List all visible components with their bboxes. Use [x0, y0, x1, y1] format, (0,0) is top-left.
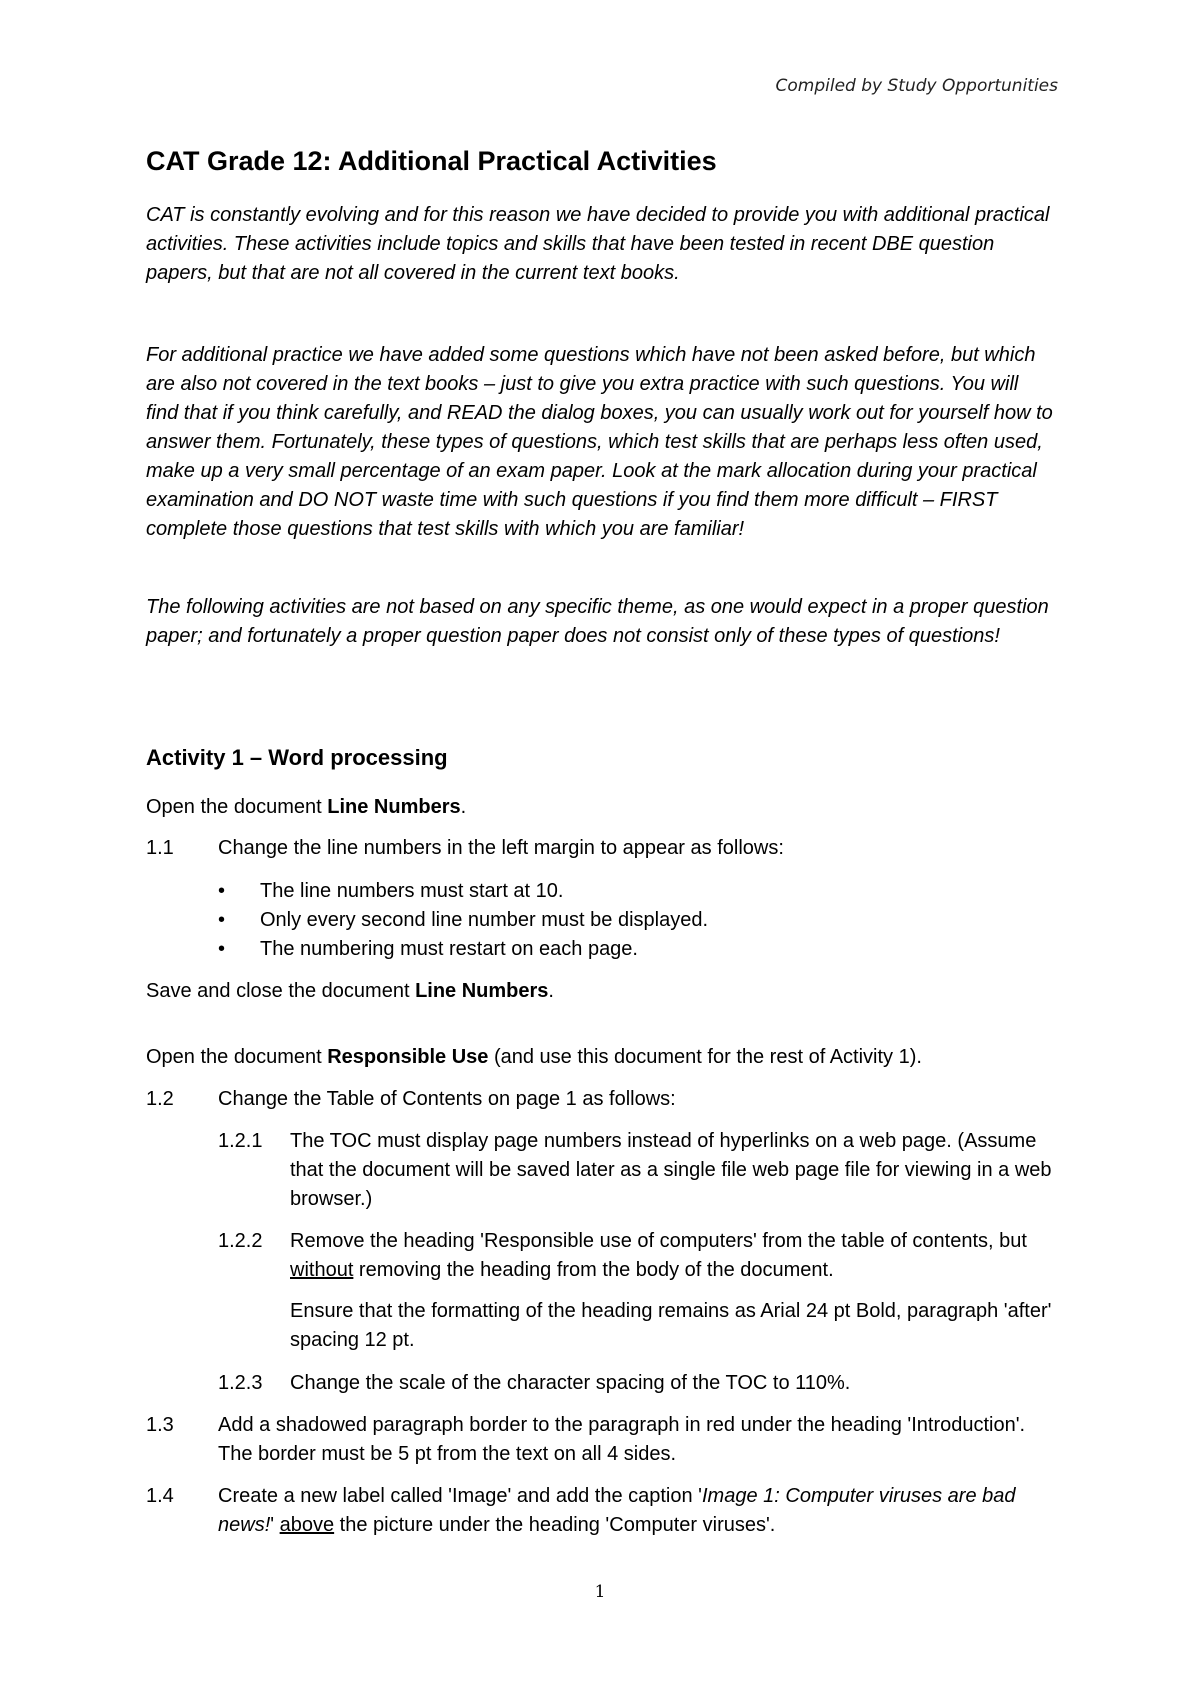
text-segment: the picture under the heading 'Computer viruses'.: [334, 1514, 776, 1536]
instruction-text: Save and close the document: [146, 980, 416, 1002]
subquestion-number: 1.2.1: [218, 1130, 263, 1152]
underlined-word: without: [290, 1259, 354, 1281]
intro-paragraph-2: For additional practice we have added some questions which have not been asked before, but which are also not covered in the text books – just to give you extra practice with such questions. You will find that if you think carefully, and READ the dialog boxes, you can usually work out for yourself how to answer them. Fortunately, these types of questions, which test skills that are perhaps less often used, make up a very small percentage of an exam paper. Look at the mark allocation during your practical examination and DO NOT waste time with such questions if you find them more difficult – FIRST complete those questions that test skills with which you are familiar!: [146, 344, 1053, 540]
text-segment: Remove the heading 'Responsible use of computers' from the table of contents, but: [290, 1230, 1027, 1252]
text-segment: removing the heading from the body of the document.: [353, 1259, 834, 1281]
subquestion-text: [290, 1227, 1060, 1285]
bullet-icon: •: [218, 880, 226, 902]
instruction-end: (and use this document for the rest of Activity 1).: [488, 1046, 922, 1068]
question-number: 1.4: [146, 1485, 174, 1507]
subquestion-number: 1.2.3: [218, 1372, 263, 1394]
text-segment: Create a new label called 'Image' and add the caption ': [218, 1485, 702, 1507]
formatting-note: Ensure that the formatting of the heading remains as Arial 24 pt Bold, paragraph 'after' spacing 12 pt.: [290, 1300, 1052, 1351]
subquestion-text: The TOC must display page numbers instead of hyperlinks on a web page. (Assume that the document will be saved later as a single file web page file for viewing in a web browser.): [290, 1130, 1052, 1210]
document-name: Responsible Use: [327, 1046, 489, 1068]
question-text: Add a shadowed paragraph border to the paragraph in red under the heading 'Introduction'. The border must be 5 pt from the text on all 4 sides.: [218, 1414, 1026, 1465]
open-line-numbers-instruction: [146, 793, 466, 822]
question-text: Change the Table of Contents on page 1 as follows:: [218, 1088, 676, 1110]
list-item-text: Only every second line number must be displayed.: [260, 909, 709, 931]
question-number: 1.2: [146, 1088, 174, 1110]
question-number: 1.1: [146, 837, 174, 859]
document-title: CAT Grade 12: Additional Practical Activities: [146, 146, 717, 176]
list-item: [218, 877, 708, 906]
text-segment: ': [270, 1514, 280, 1536]
question-text: Change the line numbers in the left margin to appear as follows:: [218, 837, 784, 859]
intro-paragraph-3: The following activities are not based on any specific theme, as one would expect in a proper question paper; and fortunately a proper question paper does not consist only of these types of questions!: [146, 596, 1049, 647]
instruction-end: .: [548, 980, 554, 1002]
subquestion-text: Change the scale of the character spacing of the TOC to 110%.: [290, 1372, 851, 1394]
question-number: 1.3: [146, 1414, 174, 1436]
question-text: [218, 1482, 1058, 1540]
page-header: Compiled by Study Opportunities: [775, 76, 1058, 96]
intro-paragraph-1: CAT is constantly evolving and for this reason we have decided to provide you with additional practical activities. These activities include topics and skills that have been tested in recent DBE question papers, but that are not all covered in the current text books.: [146, 204, 1050, 284]
bullet-list: [218, 877, 708, 964]
list-item: [218, 935, 708, 964]
subquestion-number: 1.2.2: [218, 1230, 263, 1252]
instruction-text: Open the document: [146, 1046, 328, 1068]
underlined-word: above: [279, 1514, 335, 1536]
activity-1-heading: Activity 1 – Word processing: [146, 745, 448, 770]
bullet-icon: •: [218, 909, 226, 931]
page-number: 1: [594, 1582, 606, 1602]
list-item-text: The numbering must restart on each page.: [260, 938, 638, 960]
instruction-end: .: [460, 796, 467, 818]
instruction-text: Open the document: [146, 796, 328, 818]
open-responsible-use-instruction: [146, 1043, 922, 1072]
list-item-text: The line numbers must start at 10.: [260, 880, 564, 902]
bullet-icon: •: [218, 938, 226, 960]
document-name: Line Numbers: [415, 980, 549, 1002]
document-name: Line Numbers: [327, 796, 461, 818]
caption-text: Image 1: Computer viruses are bad news!: [218, 1485, 1016, 1536]
list-item: [218, 906, 708, 935]
save-close-instruction: [146, 977, 554, 1006]
